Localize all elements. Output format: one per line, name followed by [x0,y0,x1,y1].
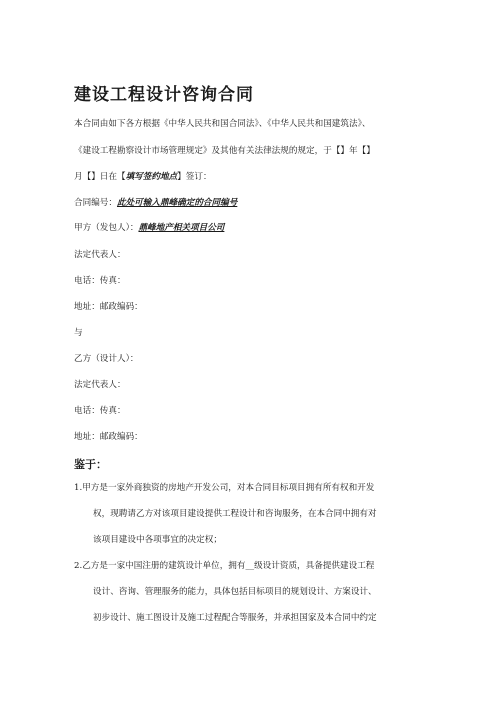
clause-1-line-3: 该项目建设中各项事宜的决定权； [93,535,222,545]
party-b-address: 地址：邮政编码： [74,432,143,442]
party-b-legal-rep: 法定代表人： [74,380,126,390]
clause-1-line-2: 权，现聘请乙方对该项目建设提供工程设计和咨询服务，在本合同中拥有对 [93,509,377,519]
and-text: 与 [74,328,83,338]
party-a-legal-rep: 法定代表人： [74,250,126,260]
party-a-label: 甲方（发包人）： [74,223,139,233]
party-a-phone-fax: 电话：传真： [74,276,126,286]
intro-line-3-prefix: 月【】日在【 [74,172,126,182]
page-title: 建设工程设计咨询合同 [74,85,254,105]
contract-number-row [74,197,237,209]
intro-line-2: 《建设工程勘察设计市场管理规定》及其他有关法律法规的规定，于【】年【】 [74,146,375,156]
contract-number-value: 此处可输入鼎峰确定的合同编号 [116,198,238,208]
party-a-value: 鼎峰地产相关项目公司 [138,223,225,233]
intro-line-3 [74,171,212,183]
clause-2-line-3: 初步设计、施工图设计及施工过程配合等服务，并承担国家及本合同中约定 [93,613,377,623]
party-a-row [74,222,224,234]
intro-line-1: 本合同由如下各方根据《中华人民共和国合同法》、《中华人民共和国建筑法》、 [74,119,371,129]
signing-place-placeholder: 填写签约地点 [125,172,178,182]
party-a-address: 地址：邮政编码： [74,302,143,312]
clause-2-line-1: 2.乙方是一家中国注册的建筑设计单位，拥有__级设计资质，具备提供建设工程 [74,561,375,571]
clause-1-line-1: 1.甲方是一家外商独资的房地产开发公司，对本合同目标项目拥有所有权和开发 [74,483,375,493]
party-b-phone-fax: 电话：传真： [74,406,126,416]
contract-number-label: 合同编号： [74,198,117,208]
party-b-label: 乙方（设计人）： [74,354,139,364]
intro-line-3-suffix: 】签订： [177,172,212,182]
clause-2-line-2: 设计、咨询、管理服务的能力，具体包括目标项目的规划设计、方案设计、 [93,587,377,597]
whereas-heading: 鉴于： [74,458,107,471]
